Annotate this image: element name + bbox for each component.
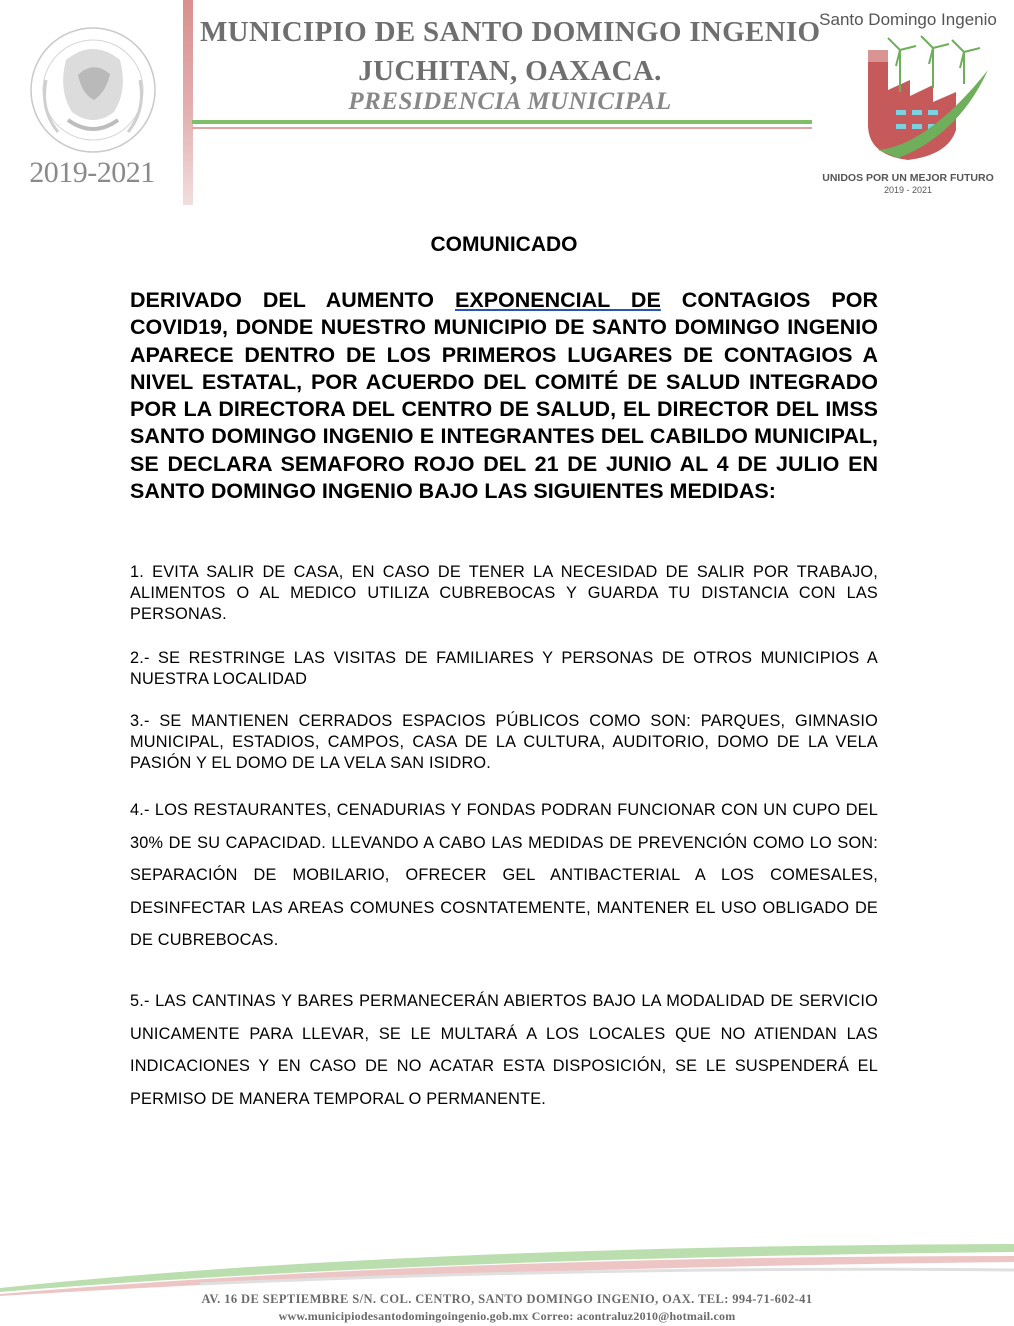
lead-paragraph (130, 287, 878, 505)
lead-text-end: CONTAGIOS POR COVID19, DONDE NUESTRO MUNICIPIO DE SANTO DOMINGO INGENIO APARECE DENTRO DE LOS PRIMEROS LUGARES DE CONTAGIOS A NIVEL ESTATAL, POR ACUERDO DEL COMITÉ DE SALUD INTEGRADO POR LA DIRECTORA DEL CENTRO DE SALUD, EL DIRECTOR DEL IMSS SANTO DOMINGO INGENIO E INTEGRANTES DEL CABILDO MUNICIPAL, SE DECLARA SEMAFORO ROJO DEL 21 DE JUNIO AL 4 DE JULIO EN SANTO DOMINGO INGENIO BAJO LAS SIGUIENTES MEDIDAS: (130, 288, 878, 504)
measure-item-4: 4.- LOS RESTAURANTES, CENADURIAS Y FONDAS PODRAN FUNCIONAR CON UN CUPO DEL 30% DE SU CAPACIDAD. LLEVANDO A CABO LAS MEDIDAS DE PREVENCIÓN COMO LO SON: SEPARACIÓN DE MOBILARIO, OFRECER GEL ANTIBACTERIAL A LOS COMESALES, DESINFECTAR LAS AREAS COMUNES COSNTATEMENTE, MANTENER EL USO OBLIGADO DE DE CUBREBOCAS. (130, 801, 878, 949)
lead-underlined-text: EXPONENCIAL DE (455, 288, 661, 312)
logo-years: 2019 - 2021 (883, 185, 933, 195)
municipal-presidency: PRESIDENCIA MUNICIPAL (348, 88, 672, 115)
lead-text-start: DERIVADO DEL AUMENTO (130, 288, 456, 312)
header-divider (183, 0, 193, 205)
logo-slogan: UNIDOS POR UN MEJOR FUTURO (822, 172, 994, 184)
municipality-name: MUNICIPIO DE SANTO DOMINGO INGENIO (200, 16, 821, 48)
measure-item-1: 1. EVITA SALIR DE CASA, EN CASO DE TENER LA NECESIDAD DE SALIR POR TRABAJO, ALIMENTOS O AL MEDICO UTILIZA CUBREBOCAS Y GUARDA TU DISTANCIA CON LAS PERSONAS. (130, 563, 878, 623)
municipal-logo-icon (838, 30, 998, 170)
measure-item-2: 2.- SE RESTRINGE LAS VISITAS DE FAMILIARES Y PERSONAS DE OTROS MUNICIPIOS A NUESTRA LOCALIDAD (130, 649, 878, 688)
footer-address: AV. 16 DE SEPTIEMBRE S/N. COL. CENTRO, SANTO DOMINGO INGENIO, OAX. TEL: 994-71-602-41 (201, 1292, 813, 1306)
footer-web-email: www.municipiodesantodomingoingenio.gob.mx Correo: acontraluz2010@hotmail.com (278, 1309, 736, 1323)
header-rule (192, 118, 812, 134)
measure-item-3: 3.- SE MANTIENEN CERRADOS ESPACIOS PÚBLICOS COMO SON: PARQUES, GIMNASIO MUNICIPAL, ESTADIOS, CAMPOS, CASA DE LA CULTURA, AUDITORIO, DOMO DE LA VELA PASIÓN Y EL DOMO DE LA VELA SAN ISIDRO. (130, 712, 878, 772)
document-title: COMUNICADO (430, 233, 578, 256)
municipality-location: JUCHITAN, OAXACA. (358, 55, 662, 87)
logo-caption: Santo Domingo Ingenio (819, 10, 997, 29)
footer-swoosh (0, 1236, 1014, 1296)
seal-year: 2019-2021 (29, 156, 155, 189)
measure-item-5: 5.- LAS CANTINAS Y BARES PERMANECERÁN ABIERTOS BAJO LA MODALIDAD DE SERVICIO UNICAMENTE PARA LLEVAR, SE LE MULTARÁ A LOS LOCALES QUE NO ATIENDAN LAS INDICACIONES Y EN CASO DE NO ACATAR ESTA DISPOSICIÓN, SE LE SUSPENDERÁ EL PERMISO DE MANERA TEMPORAL O PERMANENTE. (130, 992, 878, 1108)
